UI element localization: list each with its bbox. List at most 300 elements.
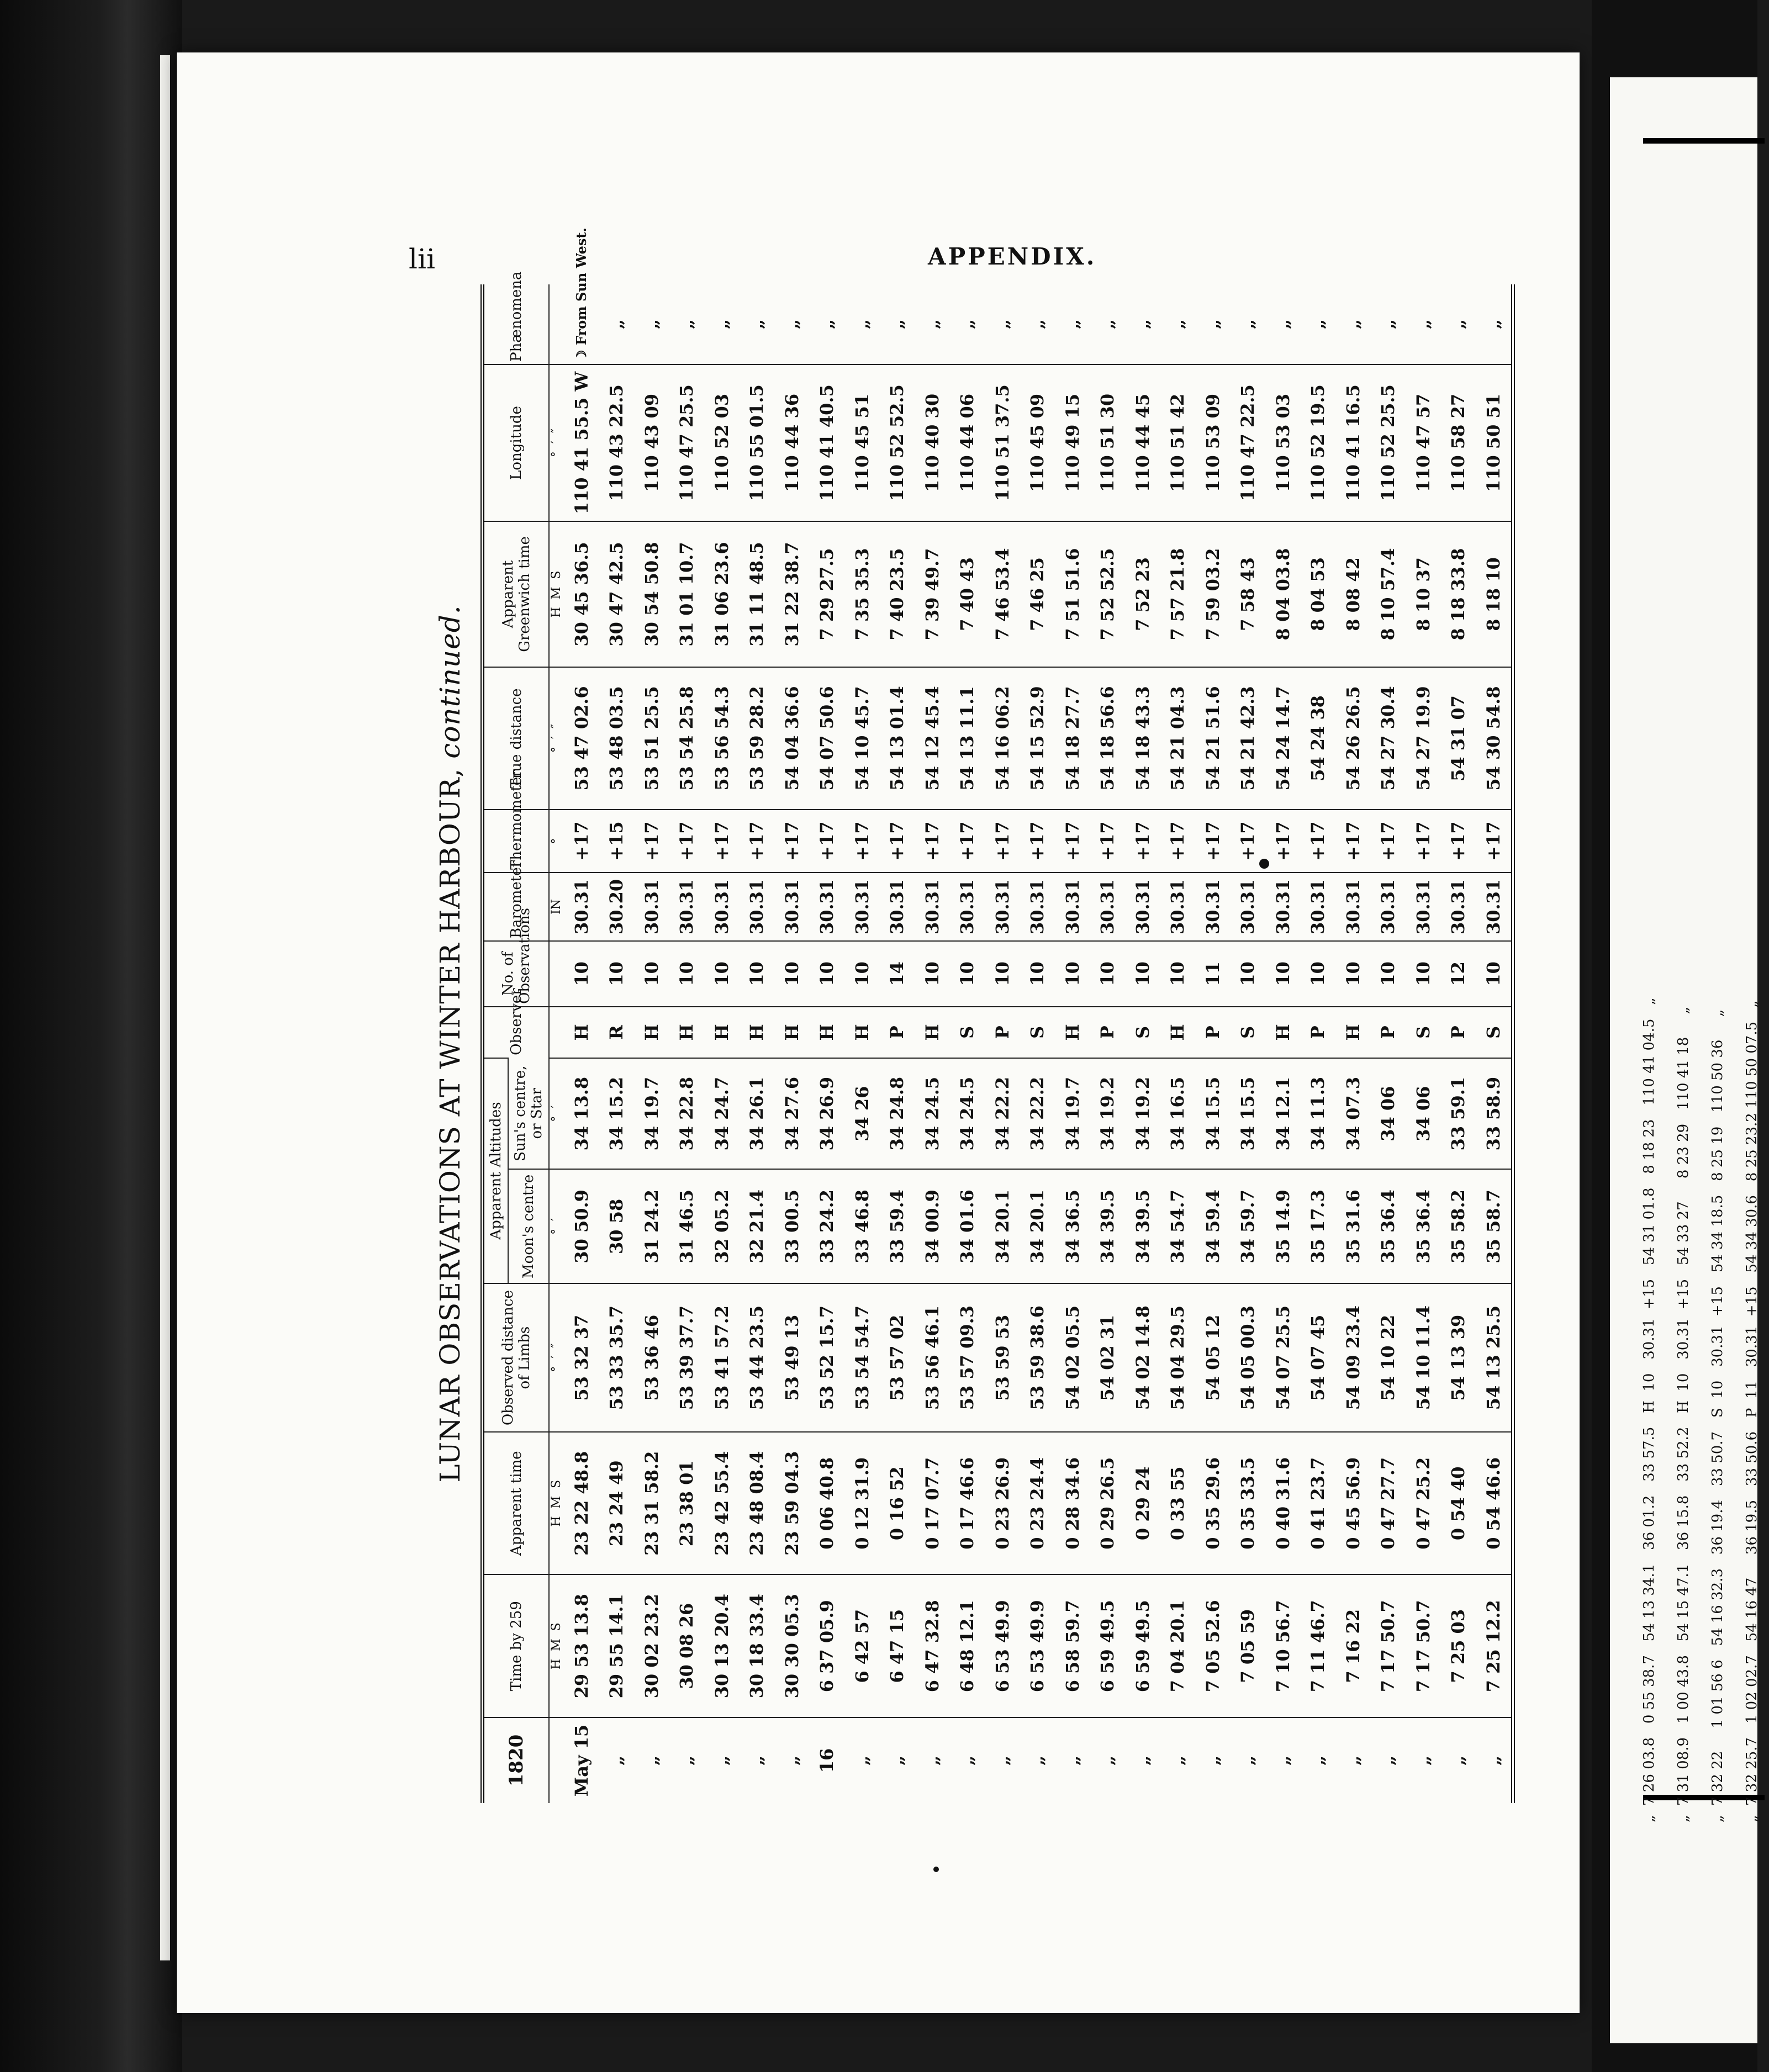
cell-time-by: 6 53 49.9 — [1020, 1574, 1055, 1717]
cell-ph: „ — [1272, 319, 1293, 330]
cell-observer: P — [1371, 1007, 1406, 1058]
cell-no: 10 — [950, 941, 985, 1007]
cell-obs-dist: 53 59 38.6 — [1020, 1283, 1055, 1432]
cell-true-dist: 54 13 11.1 — [950, 667, 985, 810]
cell-bar: 30.31 — [1195, 873, 1231, 941]
cell-gmt: 30 47 42.5 — [599, 521, 635, 667]
cell-true-dist: 54 24 38 — [1301, 667, 1336, 810]
cell-ph: „ — [1062, 319, 1083, 330]
table-row — [1441, 284, 1476, 1803]
cell-observer: P — [880, 1007, 915, 1058]
cell-observer: H — [740, 1007, 775, 1058]
ink-speck — [933, 1867, 939, 1872]
cell-gmt: 7 35 35.3 — [844, 521, 880, 667]
header-apparent-altitudes: Apparent Altitudes — [483, 1058, 509, 1283]
cell-ther: +17 — [915, 810, 950, 873]
cell-no: 10 — [1406, 941, 1441, 1007]
unit-cell: H M S — [549, 521, 564, 667]
cell-bar: 30.31 — [1231, 873, 1266, 941]
cell-ph: „ — [1202, 319, 1223, 330]
cell-date: „ — [1441, 1717, 1476, 1803]
cell-true-dist: 54 13 01.4 — [880, 667, 915, 810]
cell-true-dist: 54 18 56.6 — [1090, 667, 1126, 810]
cell-app-time: 0 16 52 — [880, 1432, 915, 1574]
cell-date: „ — [1160, 1717, 1196, 1803]
cell-ph: „ — [921, 319, 943, 330]
cell-obs-dist: 53 36 46 — [634, 1283, 669, 1432]
cell-bar: 30.31 — [810, 873, 845, 941]
table-row — [915, 284, 950, 1803]
facing-page-rows — [1632, 331, 1765, 1822]
cell-gmt: 8 10 37 — [1406, 521, 1441, 667]
cell-ph: „ — [1412, 319, 1434, 330]
cell-lon: 110 40 30 — [915, 364, 950, 521]
cell-date: „ — [1265, 1717, 1301, 1803]
cell-app-time: 0 17 46.6 — [950, 1432, 985, 1574]
cell-app-time: 0 28 34.6 — [1055, 1432, 1090, 1574]
header-phaenomena: Phænomena — [483, 284, 550, 364]
cell-observer: P — [985, 1007, 1020, 1058]
cell-ph: „ — [606, 319, 627, 330]
cell-moon: 35 14.9 — [1265, 1169, 1301, 1283]
cell-app-time: 0 12 31.9 — [844, 1432, 880, 1574]
cell-true-dist: 53 54 25.8 — [669, 667, 705, 810]
cell-app-time: 0 54 46.6 — [1476, 1432, 1513, 1574]
cell-date: „ — [1020, 1717, 1055, 1803]
cell-observer: R — [599, 1007, 635, 1058]
cell-lon: 110 52 19.5 — [1301, 364, 1336, 521]
cell-gmt: 8 04 53 — [1301, 521, 1336, 667]
cell-observer: S — [950, 1007, 985, 1058]
unit-cell: ° ′ ″ — [549, 364, 564, 521]
cell-app-time: 0 17 07.7 — [915, 1432, 950, 1574]
cell-gmt: 7 40 43 — [950, 521, 985, 667]
cell-ther: +17 — [844, 810, 880, 873]
cell-ther: +17 — [740, 810, 775, 873]
cell-obs-dist: 54 13 25.5 — [1476, 1283, 1513, 1432]
cell-gmt: 7 52 23 — [1125, 521, 1160, 667]
cell-bar: 30.31 — [1055, 873, 1090, 941]
cell-time-by: 6 59 49.5 — [1125, 1574, 1160, 1717]
cell-time-by: 6 48 12.1 — [950, 1574, 985, 1717]
cell-observer: H — [1335, 1007, 1371, 1058]
table-row — [564, 284, 599, 1803]
cell-sun: 34 24.8 — [880, 1058, 915, 1170]
cell-gmt: 31 06 23.6 — [704, 521, 740, 667]
table-row — [740, 284, 775, 1803]
cell-app-time: 0 45 56.9 — [1335, 1432, 1371, 1574]
cell-observer: S — [1020, 1007, 1055, 1058]
cell-observer: P — [1090, 1007, 1126, 1058]
cell-ph: ☽ From Sun West. — [573, 228, 589, 362]
cell-ther: +17 — [1020, 810, 1055, 873]
cell-no: 10 — [985, 941, 1020, 1007]
cell-true-dist: 53 48 03.5 — [599, 667, 635, 810]
cell-date: May 15 — [564, 1717, 599, 1803]
cell-bar: 30.31 — [1371, 873, 1406, 941]
cell-ph: „ — [1097, 319, 1118, 330]
cell-ph: „ — [886, 319, 908, 330]
cell-lon: 110 45 09 — [1020, 364, 1055, 521]
unit-cell: ° ′ ″ — [549, 1283, 564, 1432]
cell-moon: 30 58 — [599, 1169, 635, 1283]
cell-no: 10 — [1160, 941, 1196, 1007]
cell-sun: 34 22.8 — [669, 1058, 705, 1170]
cell-sun: 34 11.3 — [1301, 1058, 1336, 1170]
cell-moon: 33 46.8 — [844, 1169, 880, 1283]
cell-moon: 35 58.7 — [1476, 1169, 1513, 1283]
cell-sun: 34 12.1 — [1265, 1058, 1301, 1170]
cell-lon: 110 51 37.5 — [985, 364, 1020, 521]
cell-ph: „ — [746, 319, 768, 330]
cell-ph: „ — [1342, 319, 1364, 330]
table-row — [844, 284, 880, 1803]
cell-bar: 30.31 — [564, 873, 599, 941]
cell-ther: +17 — [1301, 810, 1336, 873]
cell-moon: 33 24.2 — [810, 1169, 845, 1283]
cell-app-time: 23 31 58.2 — [634, 1432, 669, 1574]
cell-ph: „ — [1167, 319, 1189, 330]
cell-ther: +17 — [704, 810, 740, 873]
cell-true-dist: 53 51 25.5 — [634, 667, 669, 810]
facing-page-top-rule — [1643, 138, 1765, 144]
table-title-continued: continued. — [434, 605, 466, 759]
cell-lon: 110 43 09 — [634, 364, 669, 521]
cell-no: 12 — [1441, 941, 1476, 1007]
cell-lon: 110 43 22.5 — [599, 364, 635, 521]
cell-sun: 34 26 — [844, 1058, 880, 1170]
unit-cell — [549, 1717, 564, 1803]
facing-page-fragment — [1610, 77, 1760, 2043]
cell-ther: +17 — [985, 810, 1020, 873]
cell-moon: 31 24.2 — [634, 1169, 669, 1283]
cell-date: „ — [634, 1717, 669, 1803]
cell-obs-dist: 54 10 11.4 — [1406, 1283, 1441, 1432]
cell-app-time: 0 23 24.4 — [1020, 1432, 1055, 1574]
cell-obs-dist: 54 02 05.5 — [1055, 1283, 1090, 1432]
cell-sun: 34 15.5 — [1195, 1058, 1231, 1170]
table-row — [669, 284, 705, 1803]
unit-cell: H M S — [549, 1574, 564, 1717]
header-greenwich-time: Apparent Greenwich time — [483, 521, 550, 667]
cell-moon: 34 20.1 — [985, 1169, 1020, 1283]
cell-lon: 110 47 22.5 — [1231, 364, 1266, 521]
cell-ther: +17 — [634, 810, 669, 873]
cell-date: 16 — [810, 1717, 845, 1803]
cell-bar: 30.31 — [985, 873, 1020, 941]
cell-bar: 30.31 — [1020, 873, 1055, 941]
cell-obs-dist: 53 44 23.5 — [740, 1283, 775, 1432]
cell-obs-dist: 54 04 29.5 — [1160, 1283, 1196, 1432]
cell-bar: 30.31 — [915, 873, 950, 941]
cell-time-by: 7 16 22 — [1335, 1574, 1371, 1717]
cell-no: 10 — [564, 941, 599, 1007]
cell-no: 10 — [704, 941, 740, 1007]
cell-time-by: 7 25 12.2 — [1476, 1574, 1513, 1717]
table-row — [1090, 284, 1126, 1803]
cell-lon: 110 49 15 — [1055, 364, 1090, 521]
table-row — [1020, 284, 1055, 1803]
cell-date: „ — [1476, 1717, 1513, 1803]
unit-cell: H M S — [549, 1432, 564, 1574]
cell-ther: +17 — [1090, 810, 1126, 873]
cell-moon: 34 54.7 — [1160, 1169, 1196, 1283]
cell-sun: 34 19.7 — [634, 1058, 669, 1170]
cell-no: 10 — [1476, 941, 1513, 1007]
cell-true-dist: 54 27 30.4 — [1371, 667, 1406, 810]
unit-cell: ° ′ — [549, 1058, 564, 1170]
cell-observer: H — [634, 1007, 669, 1058]
cell-no: 10 — [599, 941, 635, 1007]
header-year: 1820 — [483, 1717, 550, 1803]
cell-moon: 31 46.5 — [669, 1169, 705, 1283]
cell-date: „ — [950, 1717, 985, 1803]
table-row — [810, 284, 845, 1803]
cell-gmt: 7 52 52.5 — [1090, 521, 1126, 667]
cell-true-dist: 54 04 36.6 — [774, 667, 810, 810]
unit-cell: IN — [549, 873, 564, 941]
cell-observer: P — [1195, 1007, 1231, 1058]
cell-moon: 35 36.4 — [1371, 1169, 1406, 1283]
cell-app-time: 0 29 26.5 — [1090, 1432, 1126, 1574]
unit-cell — [549, 941, 564, 1007]
cell-moon: 34 39.5 — [1090, 1169, 1126, 1283]
cell-lon: 110 52 03 — [704, 364, 740, 521]
cell-ph: „ — [781, 319, 802, 330]
page-number: lii — [409, 243, 435, 275]
unit-cell: ° — [549, 810, 564, 873]
cell-obs-dist: 54 05 12 — [1195, 1283, 1231, 1432]
cell-date: „ — [1055, 1717, 1090, 1803]
cell-bar: 30.31 — [844, 873, 880, 941]
cell-date: „ — [1335, 1717, 1371, 1803]
facing-row: „ 7 31 08.9 1 00 43.8 54 15 47.1 36 15.8 33 52.2 H 10 30.31 +15 54 33 27 8 23 29 110 41 18 „ — [1675, 1006, 1692, 1822]
cell-time-by: 30 13 20.4 — [704, 1574, 740, 1717]
cell-date: „ — [1195, 1717, 1231, 1803]
cell-gmt: 31 11 48.5 — [740, 521, 775, 667]
cell-sun: 34 26.1 — [740, 1058, 775, 1170]
cell-bar: 30.31 — [634, 873, 669, 941]
cell-moon: 34 20.1 — [1020, 1169, 1055, 1283]
cell-true-dist: 54 10 45.7 — [844, 667, 880, 810]
cell-observer: H — [704, 1007, 740, 1058]
cell-true-dist: 54 31 07 — [1441, 667, 1476, 810]
cell-bar: 30.20 — [599, 873, 635, 941]
cell-lon: 110 58 27 — [1441, 364, 1476, 521]
table-row — [1160, 284, 1196, 1803]
header-suns-centre: Sun's centre, or Star — [508, 1058, 549, 1170]
cell-ther: +17 — [1371, 810, 1406, 873]
cell-bar: 30.31 — [740, 873, 775, 941]
cell-date: „ — [985, 1717, 1020, 1803]
cell-no: 10 — [1125, 941, 1160, 1007]
cell-obs-dist: 54 09 23.4 — [1335, 1283, 1371, 1432]
cell-date: „ — [880, 1717, 915, 1803]
cell-time-by: 29 55 14.1 — [599, 1574, 635, 1717]
cell-lon: 110 41 16.5 — [1335, 364, 1371, 521]
cell-time-by: 29 53 13.8 — [564, 1574, 599, 1717]
cell-ph: „ — [1132, 319, 1153, 330]
cell-ph: „ — [816, 319, 838, 330]
table-row — [1195, 284, 1231, 1803]
cell-date: „ — [704, 1717, 740, 1803]
cell-true-dist: 54 26 26.5 — [1335, 667, 1371, 810]
table-row — [599, 284, 635, 1803]
table-row — [634, 284, 669, 1803]
cell-sun: 34 16.5 — [1160, 1058, 1196, 1170]
cell-ph: „ — [641, 319, 662, 330]
cell-time-by: 6 37 05.9 — [810, 1574, 845, 1717]
cell-date: „ — [915, 1717, 950, 1803]
table-row — [1335, 284, 1371, 1803]
cell-true-dist: 53 59 28.2 — [740, 667, 775, 810]
cell-moon: 33 59.4 — [880, 1169, 915, 1283]
cell-ph: „ — [1237, 319, 1259, 330]
cell-no: 10 — [1055, 941, 1090, 1007]
cell-ph: „ — [1377, 319, 1399, 330]
cell-lon: 110 55 01.5 — [740, 364, 775, 521]
cell-observer: H — [774, 1007, 810, 1058]
cell-ph: „ — [1027, 319, 1048, 330]
header-observed-distance: Observed distance of Limbs — [483, 1283, 550, 1432]
cell-moon: 32 05.2 — [704, 1169, 740, 1283]
cell-ther: +17 — [1195, 810, 1231, 873]
cell-gmt: 8 10 57.4 — [1371, 521, 1406, 667]
table-row — [1476, 284, 1513, 1803]
cell-date: „ — [669, 1717, 705, 1803]
cell-no: 10 — [669, 941, 705, 1007]
table-row — [1231, 284, 1266, 1803]
page-heading: APPENDIX. — [928, 243, 1097, 270]
header-observer: Observer — [483, 1007, 550, 1058]
cell-time-by: 7 17 50.7 — [1406, 1574, 1441, 1717]
cell-no: 11 — [1195, 941, 1231, 1007]
cell-obs-dist: 54 02 31 — [1090, 1283, 1126, 1432]
cell-date: „ — [1125, 1717, 1160, 1803]
cell-obs-dist: 54 10 22 — [1371, 1283, 1406, 1432]
cell-lon: 110 51 42 — [1160, 364, 1196, 521]
unit-cell — [549, 284, 564, 364]
cell-sun: 34 24.5 — [915, 1058, 950, 1170]
cell-bar: 30.31 — [669, 873, 705, 941]
cell-moon: 34 39.5 — [1125, 1169, 1160, 1283]
table-row — [880, 284, 915, 1803]
cell-sun: 34 15.5 — [1231, 1058, 1266, 1170]
cell-app-time: 0 06 40.8 — [810, 1432, 845, 1574]
cell-obs-dist: 53 59 53 — [985, 1283, 1020, 1432]
cell-date: „ — [740, 1717, 775, 1803]
cell-no: 10 — [1020, 941, 1055, 1007]
cell-no: 10 — [1265, 941, 1301, 1007]
cell-date: „ — [599, 1717, 635, 1803]
cell-app-time: 0 47 25.2 — [1406, 1432, 1441, 1574]
cell-time-by: 6 42 57 — [844, 1574, 880, 1717]
unit-cell: ° ′ ″ — [549, 667, 564, 810]
cell-lon: 110 45 51 — [844, 364, 880, 521]
cell-no: 14 — [880, 941, 915, 1007]
cell-moon: 34 36.5 — [1055, 1169, 1090, 1283]
cell-lon: 110 52 52.5 — [880, 364, 915, 521]
cell-time-by: 30 30 05.3 — [774, 1574, 810, 1717]
header-no-observations: No. of Observations — [483, 941, 550, 1007]
cell-app-time: 0 33 55 — [1160, 1432, 1196, 1574]
cell-ther: +17 — [1160, 810, 1196, 873]
cell-lon: 110 47 25.5 — [669, 364, 705, 521]
cell-ph: „ — [957, 319, 978, 330]
cell-time-by: 30 08 26 — [669, 1574, 705, 1717]
cell-sun: 34 15.2 — [599, 1058, 635, 1170]
cell-true-dist: 54 18 43.3 — [1125, 667, 1160, 810]
cell-lon: 110 44 45 — [1125, 364, 1160, 521]
cell-gmt: 8 18 10 — [1476, 521, 1513, 667]
facing-row: „ 7 32 25.7 1 02 02.7 54 16 47 36 19.5 33 50.6 P 11 30.31 +15 54 34 30.6 8 25 23.2 110 50 07.5 „ — [1744, 1000, 1760, 1822]
cell-time-by: 7 11 46.7 — [1301, 1574, 1336, 1717]
cell-sun: 33 58.9 — [1476, 1058, 1513, 1170]
cell-no: 10 — [915, 941, 950, 1007]
cell-date: „ — [1371, 1717, 1406, 1803]
cell-ther: +17 — [1441, 810, 1476, 873]
cell-sun: 34 24.5 — [950, 1058, 985, 1170]
facing-row: „ 7 32 22 1 01 56 6 54 16 32.3 36 19.4 33 50.7 S 10 30.31 +15 54 34 18.5 8 25 19 110 50 36 „ — [1709, 1009, 1726, 1822]
cell-obs-dist: 54 07 45 — [1301, 1283, 1336, 1432]
unit-cell: ° ′ — [549, 1169, 564, 1283]
cell-observer: P — [1301, 1007, 1336, 1058]
unit-cell — [549, 1007, 564, 1058]
cell-date: „ — [844, 1717, 880, 1803]
cell-app-time: 0 23 26.9 — [985, 1432, 1020, 1574]
cell-obs-dist: 54 07 25.5 — [1265, 1283, 1301, 1432]
cell-app-time: 0 35 33.5 — [1231, 1432, 1266, 1574]
cell-time-by: 7 05 52.6 — [1195, 1574, 1231, 1717]
cell-sun: 34 13.8 — [564, 1058, 599, 1170]
cell-obs-dist: 53 56 46.1 — [915, 1283, 950, 1432]
cell-lon: 110 50 51 — [1476, 364, 1513, 521]
cell-bar: 30.31 — [704, 873, 740, 941]
cell-ther: +17 — [1231, 810, 1266, 873]
cell-ther: +17 — [669, 810, 705, 873]
cell-no: 10 — [1090, 941, 1126, 1007]
cell-date: „ — [1301, 1717, 1336, 1803]
cell-observer: H — [810, 1007, 845, 1058]
cell-no: 10 — [810, 941, 845, 1007]
table-row — [1125, 284, 1160, 1803]
cell-time-by: 30 02 23.2 — [634, 1574, 669, 1717]
cell-observer: S — [1231, 1007, 1266, 1058]
cell-app-time: 23 38 01 — [669, 1432, 705, 1574]
cell-app-time: 0 40 31.6 — [1265, 1432, 1301, 1574]
cell-observer: H — [915, 1007, 950, 1058]
cell-sun: 34 24.7 — [704, 1058, 740, 1170]
cell-gmt: 8 18 33.8 — [1441, 521, 1476, 667]
cell-sun: 34 07.3 — [1335, 1058, 1371, 1170]
cell-time-by: 7 25 03 — [1441, 1574, 1476, 1717]
cell-ther: +17 — [1055, 810, 1090, 873]
header-thermometer: Thermometer — [483, 810, 550, 873]
cell-ther: +17 — [1406, 810, 1441, 873]
cell-gmt: 7 40 23.5 — [880, 521, 915, 667]
table-row — [950, 284, 985, 1803]
cell-bar: 30.31 — [950, 873, 985, 941]
cell-lon: 110 47 57 — [1406, 364, 1441, 521]
cell-obs-dist: 53 57 09.3 — [950, 1283, 985, 1432]
book-spine — [0, 0, 182, 2072]
cell-app-time: 0 35 29.6 — [1195, 1432, 1231, 1574]
cell-sun: 34 06 — [1406, 1058, 1441, 1170]
cell-obs-dist: 54 02 14.8 — [1125, 1283, 1160, 1432]
cell-ther: +17 — [1335, 810, 1371, 873]
cell-time-by: 30 18 33.4 — [740, 1574, 775, 1717]
cell-moon: 30 50.9 — [564, 1169, 599, 1283]
